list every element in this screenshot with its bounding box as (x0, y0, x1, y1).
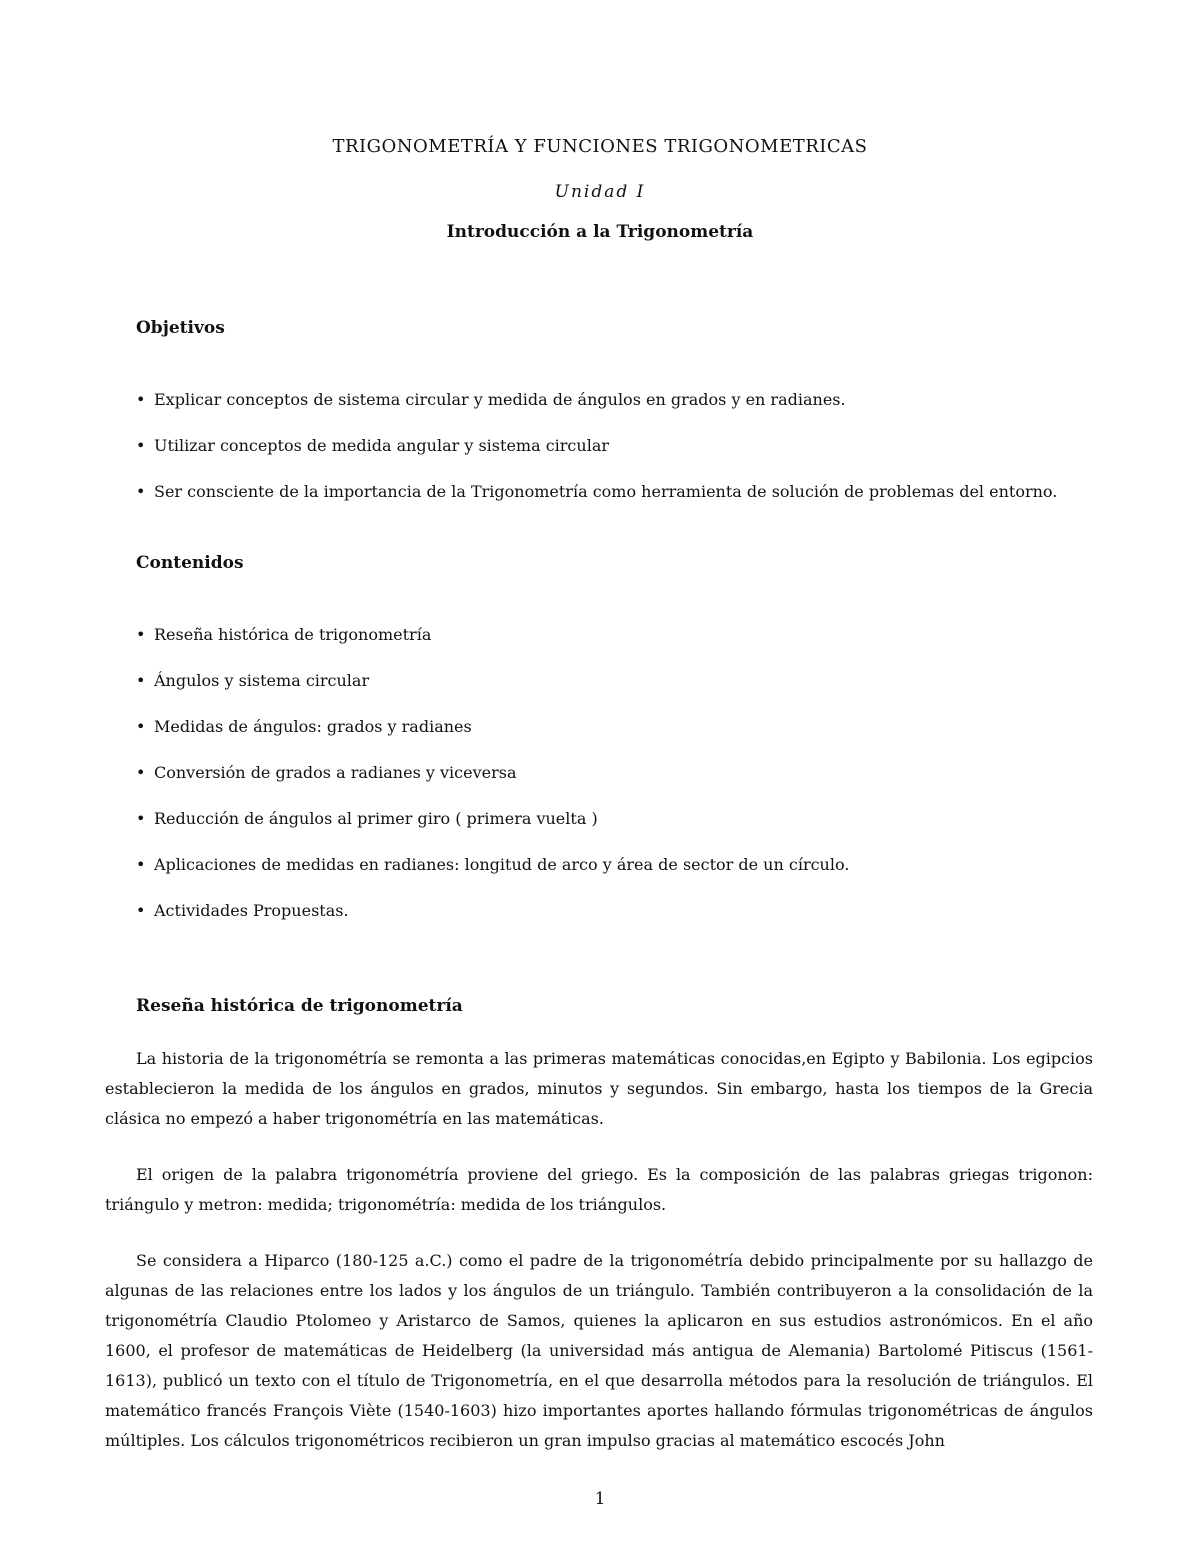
bullet-icon: • (136, 390, 146, 409)
bullet-icon: • (136, 625, 146, 644)
bullet-icon: • (136, 763, 146, 782)
document-subtitle: Introducción a la Trigonometría (446, 222, 754, 242)
bullet-icon: • (136, 717, 146, 736)
list-item: • Conversión de grados a radianes y viceversa (136, 763, 517, 782)
list-item: • Ser consciente de la importancia de la Trigonometría como herramienta de solución de problemas del entorno. (136, 482, 1058, 501)
list-item: • Reseña histórica de trigonometría (136, 625, 432, 644)
bullet-icon: • (136, 809, 146, 828)
document-title: TRIGONOMETRÍA Y FUNCIONES TRIGONOMETRICAS (332, 136, 868, 157)
list-item: • Medidas de ángulos: grados y radianes (136, 717, 472, 736)
bullet-icon: • (136, 855, 146, 874)
list-item: • Explicar conceptos de sistema circular y medida de ángulos en grados y en radianes. (136, 390, 846, 409)
list-item: • Utilizar conceptos de medida angular y sistema circular (136, 436, 609, 455)
bullet-icon: • (136, 482, 146, 501)
list-item: • Aplicaciones de medidas en radianes: longitud de arco y área de sector de un círculo. (136, 855, 850, 874)
resena-heading: Reseña histórica de trigonometría (136, 996, 463, 1016)
contenidos-heading: Contenidos (136, 553, 244, 573)
paragraph: La historia de la trigonométría se remonta a las primeras matemáticas conocidas,en Egipto y Babilonia. Los egipcios establecieron la medida de los ángulos en grados, minutos y segundos. Sin embargo, hasta los tiempos de la Grecia clásica no empezó a haber trigonométría en las matemáticas. (105, 1049, 1093, 1128)
paragraph: El origen de la palabra trigonométría proviene del griego. Es la composición de las palabras griegas trigonon: triángulo y metron: medida; trigonométría: medida de los triángulos. (105, 1165, 1093, 1214)
bullet-icon: • (136, 901, 146, 920)
paragraph: Se considera a Hiparco (180-125 a.C.) como el padre de la trigonométría debido principalmente por su hallazgo de algunas de las relaciones entre los lados y los ángulos de un triángulo. También contribuyeron a la consolidación de la trigonométría Claudio Ptolomeo y Aristarco de Samos, quienes la aplicaron en sus estudios astronómicos. En el año 1600, el profesor de matemáticas de Heidelberg (la universidad más antigua de Alemania) Bartolomé Pitiscus (1561-1613), publicó un texto con el título de Trigonometría, en el que desarrolla métodos para la resolución de triángulos. El matemático francés François Viète (1540-1603) hizo importantes aportes hallando fórmulas trigonométricas de ángulos múltiples. Los cálculos trigonométricos recibieron un gran impulso gracias al matemático escocés John (105, 1251, 1093, 1450)
page-number: 1 (594, 1489, 606, 1509)
bullet-icon: • (136, 436, 146, 455)
bullet-icon: • (136, 671, 146, 690)
objetivos-heading: Objetivos (136, 318, 225, 338)
unit-label: Unidad I (554, 182, 646, 202)
list-item: • Actividades Propuestas. (136, 901, 349, 920)
list-item: • Reducción de ángulos al primer giro ( primera vuelta ) (136, 809, 598, 828)
list-item: • Ángulos y sistema circular (136, 671, 370, 690)
